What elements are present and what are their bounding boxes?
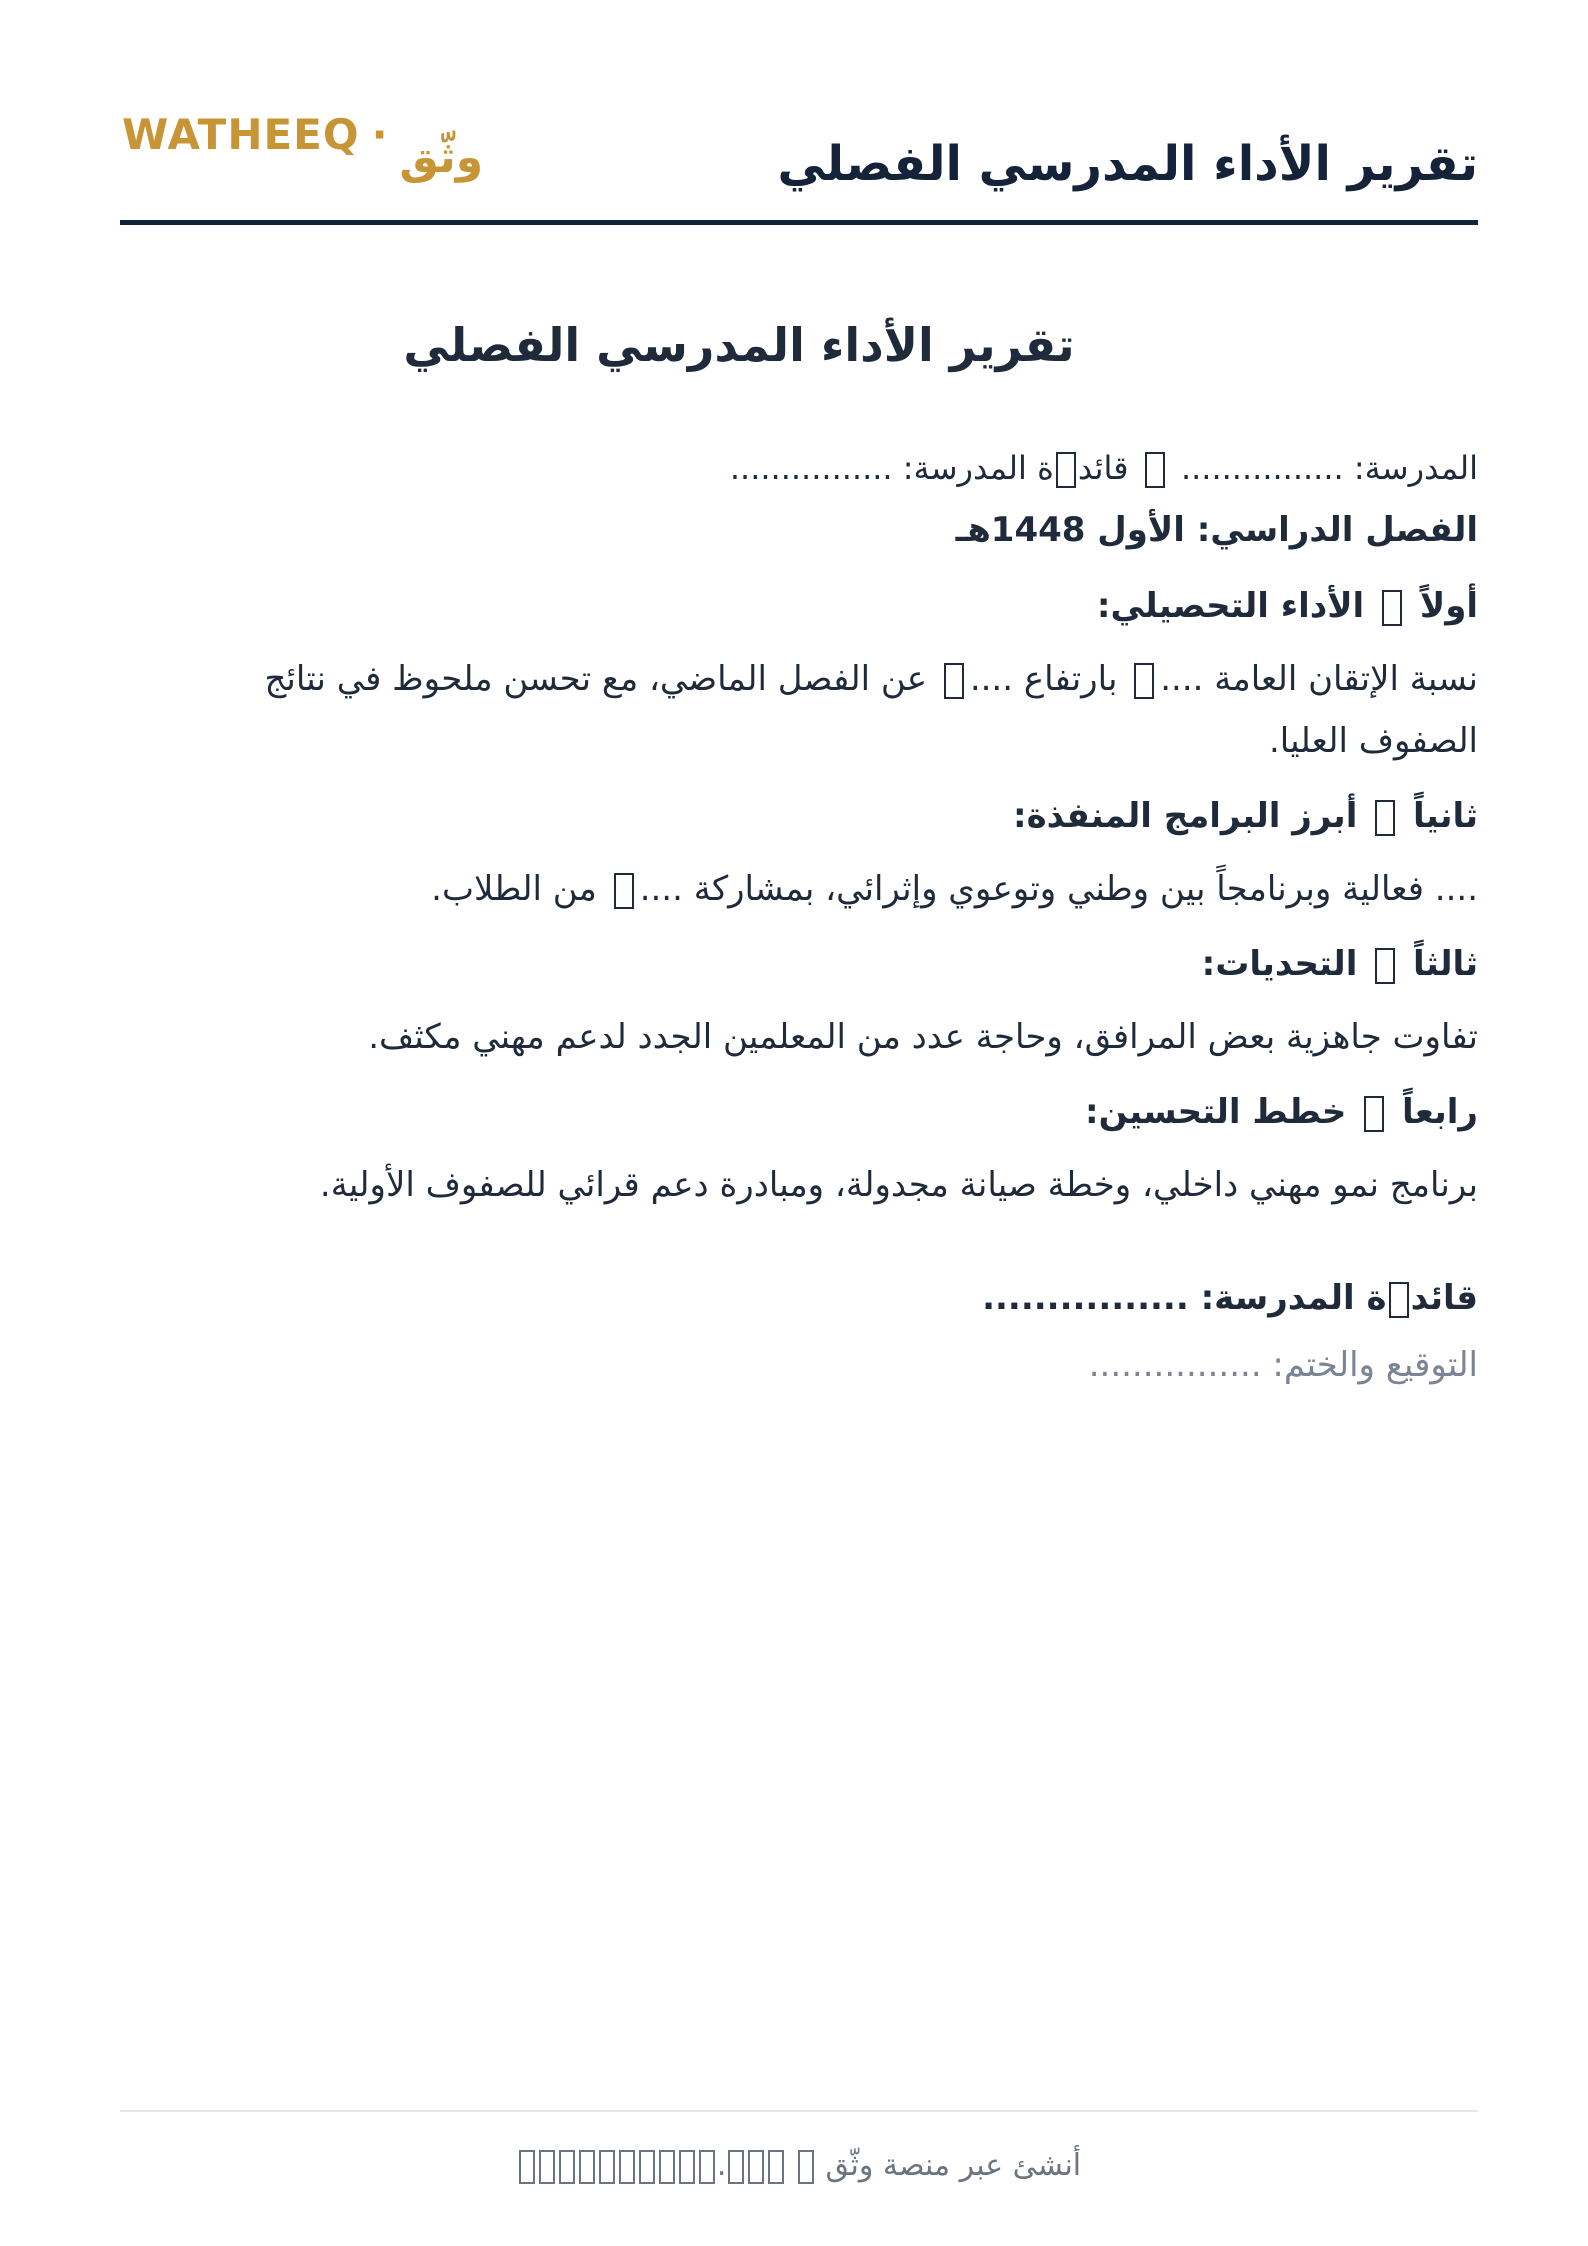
- missing-glyph-icon: [1056, 452, 1076, 488]
- section-heading-4: [120, 1080, 1478, 1144]
- missing-glyph-icon: [1382, 590, 1402, 626]
- missing-glyph-icon: [1375, 948, 1395, 984]
- section-1-text-b: بارتفاع ....: [969, 659, 1118, 699]
- missing-glyph-icon: [1134, 663, 1154, 699]
- section-2-text-b: من الطلاب.: [431, 869, 597, 909]
- semester-line: الفصل الدراسي: الأول 1448هـ: [955, 510, 1478, 550]
- section-2-prefix: ثانياً: [1413, 796, 1478, 836]
- section-heading-3: [120, 932, 1478, 996]
- section-1-text-c: عن الفصل الماضي، مع تحسن ملحوظ في نتائج الصفوف العليا.: [264, 659, 1478, 761]
- section-4-title: خطط التحسين:: [1085, 1092, 1347, 1132]
- section-3-title: التحديات:: [1201, 944, 1358, 984]
- school-label: المدرسة: ................: [1180, 449, 1478, 487]
- section-2-text-a: .... فعالية وبرنامجاً بين وطني وتوعوي وإثرائي، بمشاركة ....: [639, 869, 1478, 909]
- footer-url: [517, 2148, 787, 2184]
- missing-glyph-icon: [798, 2150, 814, 2184]
- footer-url-sep: .: [716, 2148, 727, 2183]
- section-text-1: [188, 648, 1478, 772]
- signature-leader-suffix: ة المدرسة: ................: [982, 1278, 1387, 1318]
- section-4-prefix: رابعاً: [1402, 1092, 1478, 1132]
- section-text-3: تفاوت جاهزية بعض المرافق، وحاجة عدد من المعلمين الجدد لدعم مهني مكثف.: [368, 1017, 1478, 1057]
- section-heading-2: [120, 784, 1478, 848]
- missing-glyph-icon: [1364, 1096, 1384, 1132]
- signature-leader: [120, 1266, 1478, 1330]
- meta-school-leader: [120, 438, 1478, 498]
- missing-glyph-icon: [1389, 1282, 1409, 1318]
- signature-stamp-line: التوقيع والختم: ................: [1088, 1345, 1478, 1385]
- leader-label: قائد: [1077, 449, 1129, 487]
- document-title: تقرير الأداء المدرسي الفصلي: [403, 318, 1075, 372]
- missing-glyph-icon: [614, 873, 634, 909]
- page-header: [120, 110, 1478, 225]
- missing-glyph-icon: [944, 663, 964, 699]
- page-footer: [120, 2148, 1478, 2184]
- missing-glyph-icon: [1375, 800, 1395, 836]
- footer-divider: [120, 2110, 1478, 2112]
- document-page: [120, 0, 1478, 2246]
- header-title: تقرير الأداء المدرسي الفصلي: [777, 136, 1478, 192]
- brand-arabic: وثّق: [399, 132, 484, 183]
- missing-glyph-icon: [1145, 452, 1165, 488]
- section-1-title: الأداء التحصيلي:: [1096, 586, 1365, 626]
- section-text-2: [188, 858, 1478, 920]
- leader-suffix: ة المدرسة: ................: [729, 449, 1054, 487]
- section-3-prefix: ثالثاً: [1413, 944, 1478, 984]
- brand-latin: WATHEEQ: [122, 110, 360, 159]
- section-text-4: برنامج نمو مهني داخلي، وخطة صيانة مجدولة، ومبادرة دعم قرائي للصفوف الأولية.: [319, 1165, 1478, 1205]
- brand-separator: ·: [371, 110, 388, 159]
- footer-text: أنشئ عبر منصة وثّق: [825, 2148, 1082, 2183]
- brand-logo: [122, 110, 483, 183]
- report-body: [120, 438, 1478, 1398]
- signature-leader-prefix: قائد: [1410, 1278, 1478, 1318]
- section-1-text-a: نسبة الإتقان العامة ....: [1160, 659, 1478, 699]
- section-heading-1: [120, 574, 1478, 638]
- section-2-title: أبرز البرامج المنفذة:: [1013, 796, 1358, 836]
- section-1-prefix: أولاً: [1419, 586, 1478, 626]
